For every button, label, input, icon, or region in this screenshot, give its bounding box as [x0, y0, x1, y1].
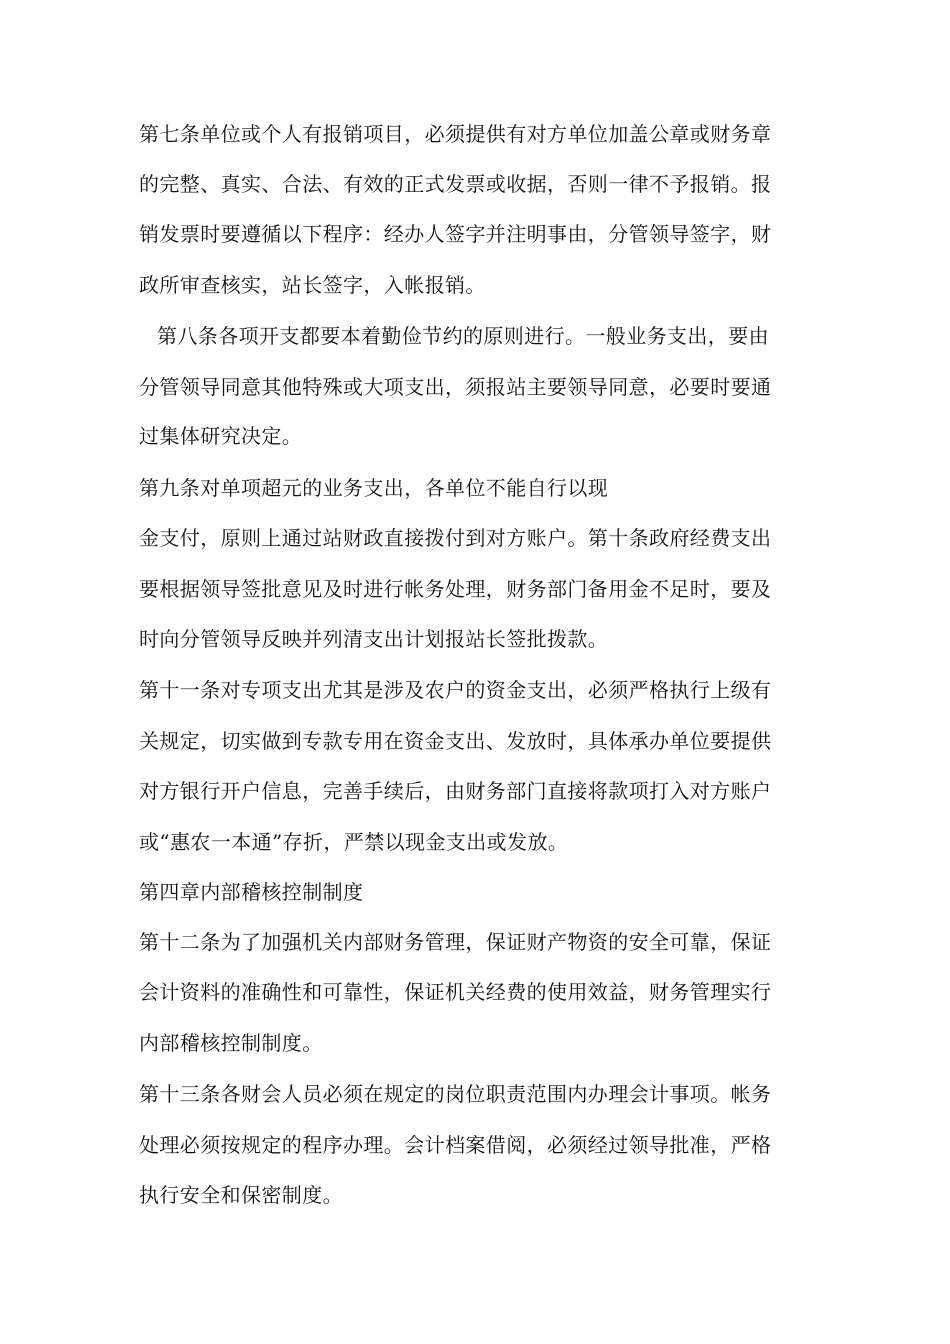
text-line: 第十一条对专项支出尤其是涉及农户的资金支出，必须严格执行上级有: [139, 678, 772, 702]
text-line: 过集体研究决定。: [139, 424, 303, 448]
text-line: 执行安全和保密制度。: [139, 1183, 343, 1207]
text-line: 第八条各项开支都要本着勤俭节约的原则进行。一般业务支出，要由: [157, 324, 769, 348]
text-line: 关规定，切实做到专款专用在资金支出、发放时，具体承办单位要提供: [139, 729, 772, 753]
text-line: 内部稽核控制制度。: [139, 1031, 323, 1055]
text-line: 第九条对单项超元的业务支出，各单位不能自行以现: [139, 476, 609, 500]
text-line: 第十二条为了加强机关内部财务管理，保证财产物资的安全可靠，保证: [139, 930, 772, 954]
text-line: 第十三条各财会人员必须在规定的岗位职责范围内办理会计事项。帐务: [139, 1082, 772, 1106]
text-line: 对方银行开户信息，完善手续后，由财务部门直接将款项打入对方账户: [139, 779, 772, 803]
text-line: 时向分管领导反映并列清支出计划报站长签批拨款。: [139, 627, 609, 651]
text-line: 分管领导同意其他特殊或大项支出，须报站主要领导同意，必要时要通: [139, 375, 772, 399]
text-line: 处理必须按规定的程序办理。会计档案借阅，必须经过领导批准，严格: [139, 1133, 772, 1157]
text-line: 会计资料的准确性和可靠性，保证机关经费的使用效益，财务管理实行: [139, 980, 772, 1004]
text-line: 的完整、真实、合法、有效的正式发票或收据，否则一律不予报销。报: [139, 172, 772, 196]
text-line: 政所审查核实，站长签字，入帐报销。: [139, 273, 486, 297]
text-line: 金支付，原则上通过站财政直接拨付到对方账户。第十条政府经费支出: [139, 526, 772, 550]
text-line: 或“惠农一本通”存折，严禁以现金支出或发放。: [139, 830, 569, 854]
text-line: 第七条单位或个人有报销项目，必须提供有对方单位加盖公章或财务章: [139, 122, 772, 146]
chapter-heading: 第四章内部稽核控制制度: [139, 880, 364, 904]
text-line: 销发票时要遵循以下程序：经办人签字并注明事由，分管领导签字，财: [139, 222, 772, 246]
text-line: 要根据领导签批意见及时进行帐务处理，财务部门备用金不足时，要及: [139, 577, 772, 601]
